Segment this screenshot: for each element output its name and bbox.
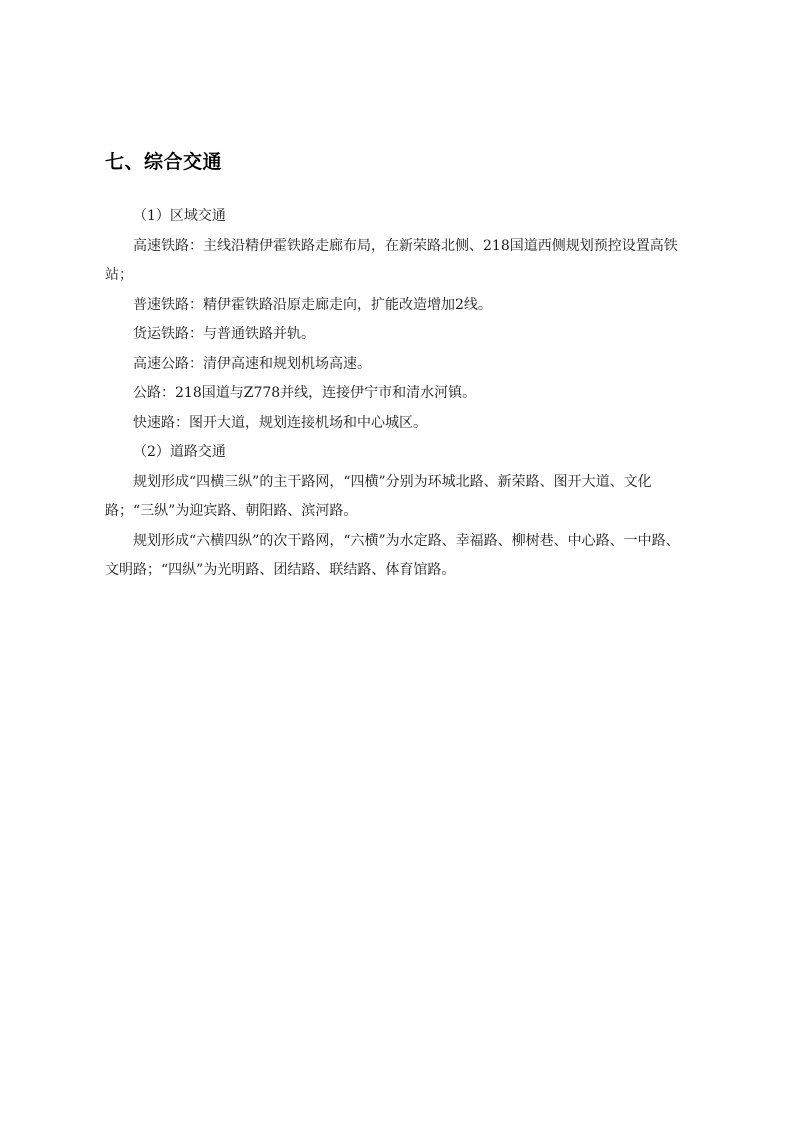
section-title: 七、综合交通 [105, 151, 223, 173]
paragraph-freight-railway: 货运铁路：与普通铁路并轨。 [133, 326, 315, 342]
paragraph-high-speed-railway: 高速铁路：主线沿精伊霍铁路走廊布局，在新荣路北侧、218国道西侧规划预控设置高铁站； [105, 237, 678, 283]
paragraph-secondary-network: 规划形成“六横四纵”的次干路网，“六横”为水定路、幸福路、柳树巷、中心路、一中路、文明路；“四纵”为光明路、团结路、联结路、体育馆路。 [105, 532, 680, 578]
section-body [105, 202, 691, 586]
paragraph-arterial-network: 规划形成“四横三纵”的主干路网，“四横”分别为环城北路、新荣路、图开大道、文化路；“三纵”为迎宾路、朝阳路、滨河路。 [105, 473, 652, 519]
subheading-regional-transport: （1）区域交通 [133, 208, 226, 224]
paragraph-expressway: 高速公路：清伊高速和规划机场高速。 [133, 355, 371, 372]
paragraph-urban-expressway: 快速路：图开大道，规划连接机场和中心城区。 [133, 414, 427, 431]
paragraph-conventional-railway: 普速铁路：精伊霍铁路沿原走廊走向，扩能改造增加2线。 [133, 296, 492, 313]
paragraph-highway: 公路：218国道与Z778并线，连接伊宁市和清水河镇。 [133, 385, 477, 401]
subheading-road-transport: （2）道路交通 [133, 444, 226, 460]
